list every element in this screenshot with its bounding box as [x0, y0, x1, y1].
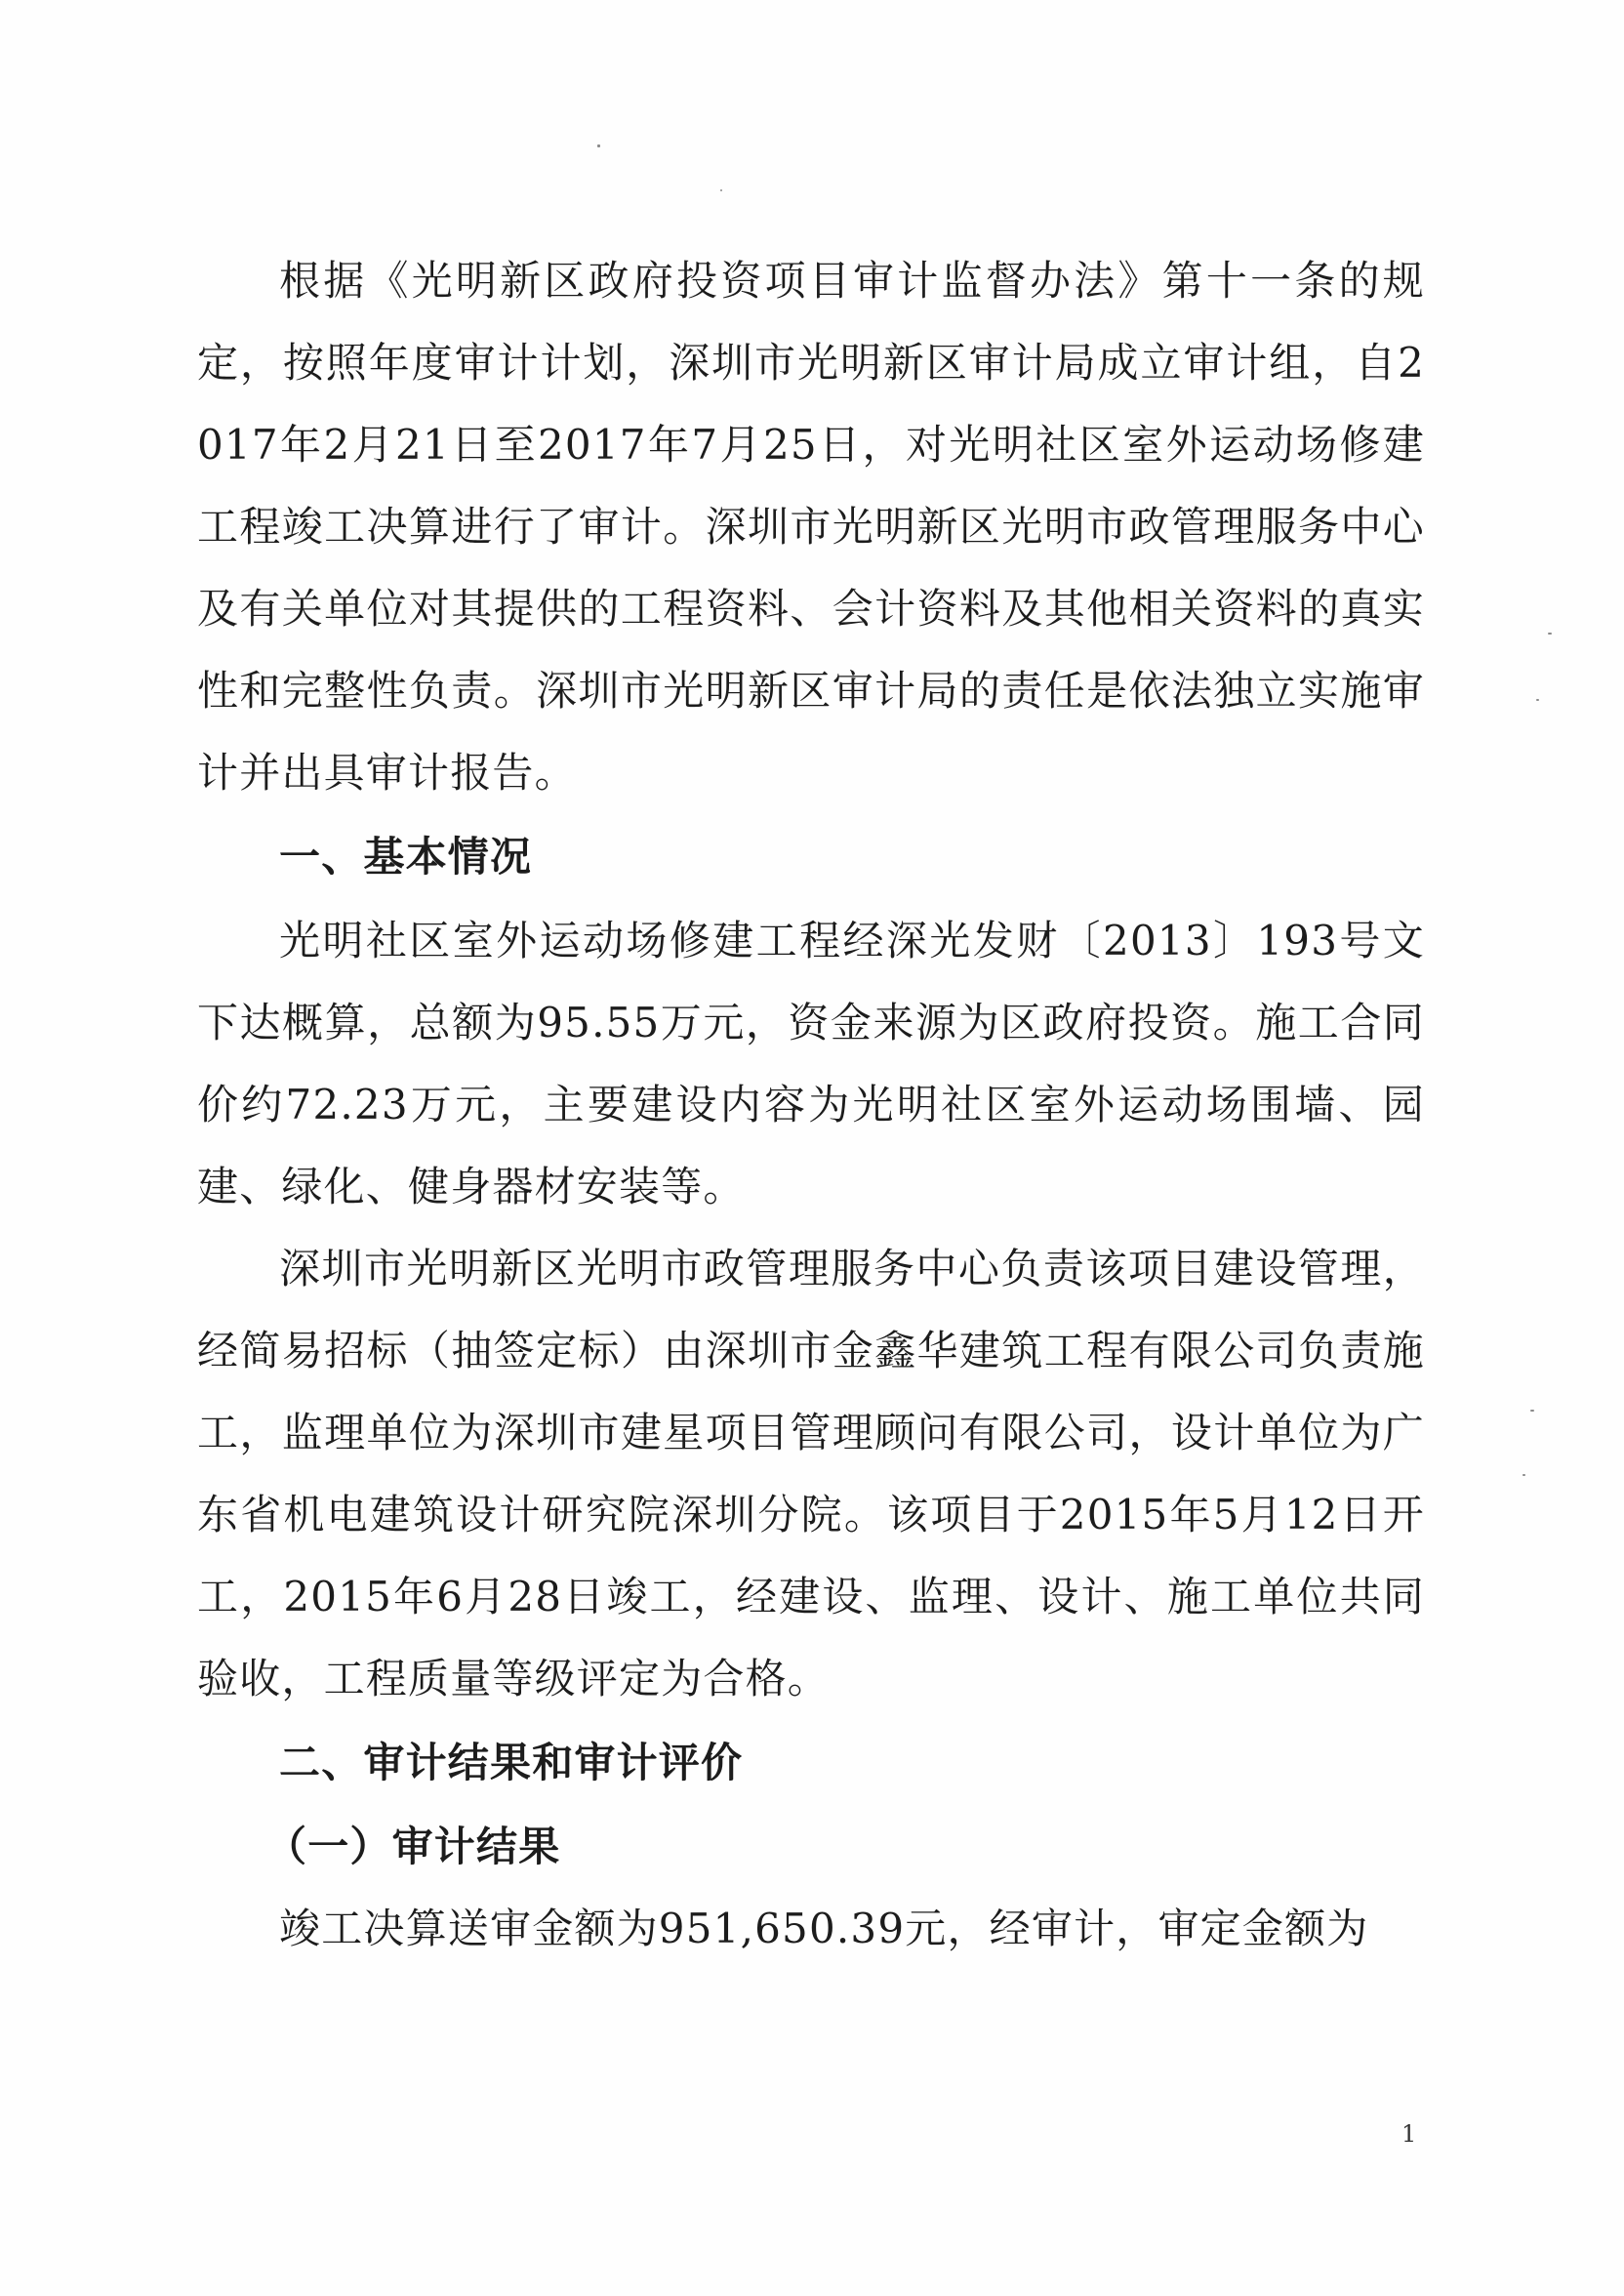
scan-speck	[597, 144, 600, 147]
audit-result-paragraph: 竣工决算送审金额为951,650.39元，经审计，审定金额为	[279, 1905, 1369, 1952]
scan-speck	[1548, 633, 1552, 635]
scan-speck	[720, 189, 722, 191]
intro-paragraph: 根据《光明新区政府投资项目审计监督办法》第十一条的规定，按照年度审计计划，深圳市光明新区审计局成立审计组，自2017年2月21日至2017年7月25日，对光明社区室外运动场修建工程竣工决算进行了审计。深圳市光明新区光明市政管理服务中心及有关单位对其提供的工程资料、会计资料及其他相关资料的真实性和完整性负责。深圳市光明新区审计局的责任是依法独立实施审计并出具审计报告。	[197, 257, 1425, 797]
document-body	[197, 240, 1425, 1970]
scan-speck	[1522, 1474, 1525, 1476]
section-heading-audit-results: 二、审计结果和审计评价	[279, 1739, 744, 1786]
scan-speck	[1536, 699, 1539, 701]
basic-info-paragraph-2: 深圳市光明新区光明市政管理服务中心负责该项目建设管理，经简易招标（抽签定标）由深圳市金鑫华建筑工程有限公司负责施工，监理单位为深圳市建星项目管理顾问有限公司，设计单位为广东省机电建筑设计研究院深圳分院。该项目于2015年5月12日开工，2015年6月28日竣工，经建设、监理、设计、施工单位共同验收，工程质量等级评定为合格。	[197, 1245, 1425, 1702]
subsection-heading-audit-result: （一）审计结果	[265, 1823, 561, 1870]
basic-info-paragraph-1: 光明社区室外运动场修建工程经深光发财〔2013〕193号文下达概算，总额为95.55万元，资金来源为区政府投资。施工合同价约72.23万元，主要建设内容为光明社区室外运动场围墙、园建、绿化、健身器材安装等。	[197, 917, 1425, 1210]
page-number: 1	[1401, 2120, 1417, 2148]
section-heading-basic-info: 一、基本情况	[279, 833, 533, 881]
scan-speck	[1530, 1410, 1534, 1412]
